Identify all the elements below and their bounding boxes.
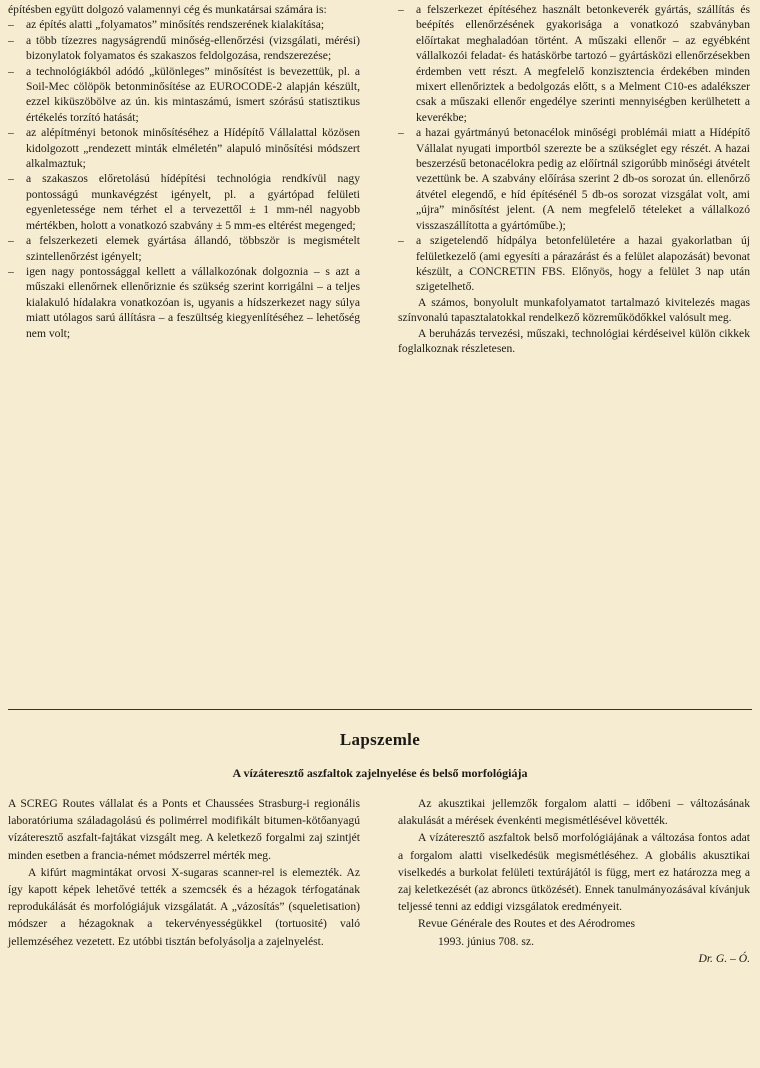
list-item: – az építés alatti „folyamatos” minősítés rendszerének kialakítása;: [8, 17, 360, 32]
review-left-column: [8, 795, 360, 950]
paragraph: A beruházás tervezési, műszaki, technológiai kérdéseivel külön cikkek foglalkoznak részletesen.: [398, 326, 750, 355]
paragraph: A kifúrt magmintákat orvosi X-sugaras scanner-rel is elemezték. Az így kapott képek lehetővé tették a szemcsék és a hézagok térfogatának reprodukálását és morfológiájuk vizsgálatát. A „vázosítás” (squeletisation) módszer a hézagoknak a tekervényességükkel (tortuosité) való jellemzéséhez vezetett. Ez utóbbi tisztán befolyásolja a zajelnyelést.: [8, 865, 360, 948]
right-bullet-list: [398, 2, 750, 295]
paragraph: A számos, bonyolult munkafolyamatot tartalmazó kivitelezés magas színvonalú tapasztalatokkal rendelkező közreműködőkkel valósult meg.: [398, 295, 750, 325]
section-heading: Lapszemle: [339, 730, 421, 749]
list-item: – a hazai gyártmányú betonacélok minőségi problémái miatt a Hídépítő Vállalat nyugati importból szerezte be a szükséglet egy részét. A hazai beszerzésű betonacélokra pedig az előírtnál szigorúbb minőségi átvételt vezettünk be. A szabvány előírása szerint 2 db-os sorozat ún. ellenőrző átvétel elegendő, e híd építésénél 5 db-os sorozat vizsgálat volt, ami „újra” minősítést jelent. (A nem megfelelő tételeket a vállalkozó visszaszállította a gyártóműbe.);: [398, 125, 750, 233]
paragraph: A vízáteresztő aszfaltok belső morfológiájának a változása fontos adat a forgalom alatti viselkedésük megismétléséhez. A globális akusztikai viselkedés a burkolat felületi textúrájától is függ, mert ez határozza meg a zaj keletkezését (az abroncs ütközését). Ennek tanulmányozásával kívánjuk teljessé tenni az eddigi vizsgálatok eredményeit.: [398, 831, 750, 914]
list-item: – a felszerkezet építéséhez használt betonkeverék gyártás, szállítás és beépítés ellenőrzésének gyakorisága a vonatkozó szabványban előírtakat meghaladóan történt. A műszaki ellenőr – az egyébként vállalkozói feladat- és hatáskörbe tartozó – gyártásközi ellenőrzésekben érdemben vett részt. A megfelelő konzisztencia érdekében minden mixert ellenőriztek a bedolgozás előtt, s a Melment C10-es adalékszer csak a műszaki ellenőr engedélye szerinti mennyiségben kerülhetett a keverékbe;: [398, 2, 750, 125]
left-bullet-list: [8, 17, 360, 341]
list-item: – igen nagy pontossággal kellett a vállalkozónak dolgoznia – s azt a műszaki ellenőrnek ellenőriznie és szükség szerint korrigálni – a teljes kialakuló hídalakra vonatkozóan is, ugyanis a hídszerkezet nagy súlya miatt utólagos sarú állításra – a feszültség kiegyenlítéséhez – lehetőség nem volt;: [8, 264, 360, 341]
list-item: – a technológiákból adódó „különleges” minősítést is bevezettük, pl. a Soil-Mec cölöpök betonminősítése az EUROCODE-2 alapján készült, ezzel kiküszöbölve az ún. kis mintaszámú, ismert szórású statisztikus értékelés torzító hatását;: [8, 64, 360, 126]
review-right-column: [398, 795, 750, 967]
source-journal: Revue Générale des Routes et des Aérodromes: [418, 917, 635, 931]
list-item: – az alépítményi betonok minősítéséhez a Hídépítő Vállalattal közösen kidolgozott „rendezett minták elméletén” alapuló minősítési módszert alkalmaztuk;: [8, 125, 360, 171]
author-signature: Dr. G. – Ó.: [698, 951, 750, 965]
intro-text: építésben együtt dolgozó valamennyi cég és munkatársai számára is:: [8, 3, 327, 16]
left-text-column: [8, 2, 360, 341]
article-title: A vízáteresztő aszfaltok zajelnyelése és belső morfológiája: [232, 766, 528, 780]
list-item: – a szigetelendő hídpálya betonfelületére a hazai gyakorlatban új felületkezelő (ami egyesíti a párazárást és a felület alapozását) bevonat készült, a CONCRETIN FBS. Előnyös, hogy a felület 3 nap után szigetelhető.: [398, 233, 750, 295]
source-issue: 1993. június 708. sz.: [438, 934, 534, 948]
section-divider: [8, 709, 752, 710]
list-item: – a szakaszos előretolású hídépítési technológia rendkívül nagy pontosságú munkavégzést igényelt, pl. a gyártópad felületi egyenletessége nem térhet el a tervezettől ± 1 mm-nél nagyobb mértékben, holott a vonatkozó szabvány ± 5 mm-es eltérést megenged;: [8, 171, 360, 233]
right-text-column: [398, 2, 750, 356]
list-item: – a felszerkezeti elemek gyártása állandó, többször is megismételt szintellenőrzést igényelt;: [8, 233, 360, 264]
list-item: – a több tízezres nagyságrendű minőség-ellenőrzési (vizsgálati, mérési) bizonylatok folyamatos és szakaszos feldolgozása, rendszerezése;: [8, 33, 360, 64]
paragraph: Az akusztikai jellemzők forgalom alatti – időbeni – változásának alakulását a mérések évenkénti megismétlésével követték.: [398, 797, 750, 828]
paragraph: A SCREG Routes vállalat és a Ponts et Chaussées Strasburg-i regionális laboratóriuma száladagolású és polimérrel modifikált bitumen-kötőanyagú vízáteresztő aszfalt-fajtákat vizsgált meg. A keletkező forgalmi zaj szintjét minden esetben a francia-német módszerrel mérték meg.: [8, 797, 360, 862]
